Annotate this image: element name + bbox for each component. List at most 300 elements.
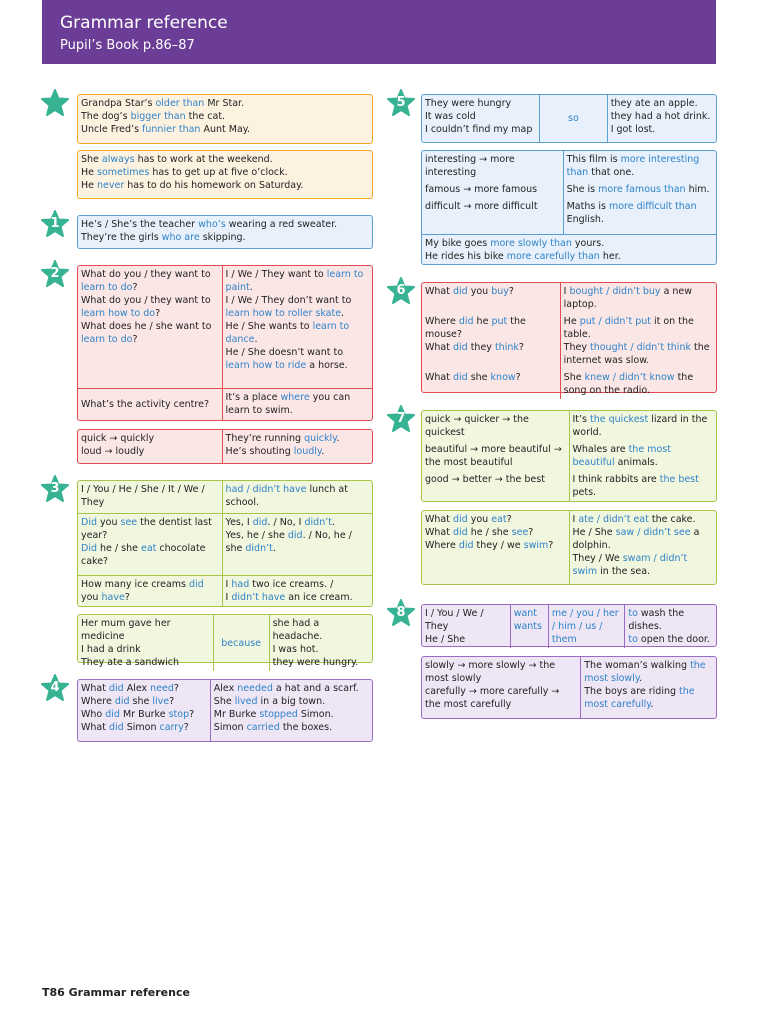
highlighted-text: see — [511, 527, 529, 538]
text: The boys are riding — [584, 686, 680, 697]
text: Simon — [123, 722, 160, 733]
star-icon — [41, 89, 69, 117]
text: She — [563, 372, 585, 383]
more-than-box — [421, 150, 717, 265]
highlighted-text: to — [628, 608, 638, 619]
highlighted-text: did — [189, 578, 204, 590]
text: they / we — [473, 540, 524, 551]
text: ? — [155, 308, 161, 319]
text-line — [567, 200, 713, 226]
highlighted-text: knew / didn’t know — [584, 372, 675, 383]
comp-example-3 — [563, 198, 716, 234]
text-line — [425, 443, 566, 469]
text: him. — [685, 184, 710, 195]
want-verbs-cell — [510, 605, 548, 648]
section-number: 8 — [396, 605, 406, 620]
text-line — [226, 578, 369, 591]
section-2-star-icon — [41, 260, 69, 288]
text: They / We — [572, 553, 623, 564]
text: . — [321, 446, 325, 457]
text: ? — [169, 696, 175, 707]
text: the cat. — [185, 111, 226, 122]
text: What do you / they want to — [81, 295, 211, 306]
text: in a big town. — [257, 696, 326, 707]
highlighted-text: who are — [161, 232, 200, 243]
text: Mr Star. — [204, 98, 245, 109]
text: . — [336, 433, 340, 444]
text: . — [254, 334, 258, 345]
subjects-cell — [78, 481, 222, 513]
text-line — [425, 371, 557, 384]
text: the dentist last year? — [81, 516, 212, 541]
text: The dog’s — [81, 111, 131, 122]
highlighted-text: thought / didn’t think — [589, 342, 691, 353]
text: she had a headache. — [272, 618, 323, 642]
text: carefully → more carefully → the most carefully — [425, 686, 560, 710]
text-line — [81, 578, 219, 604]
header-banner — [42, 0, 716, 64]
highlighted-text: didn’t have — [231, 591, 286, 603]
highlighted-text: think — [494, 342, 519, 353]
because-connector: because — [213, 615, 269, 671]
text: My bike goes — [425, 237, 491, 249]
section-6-star-icon — [387, 277, 415, 305]
text: they were hungry. — [272, 657, 359, 668]
superlatives-box — [421, 410, 717, 502]
text-line — [273, 643, 369, 656]
highlighted-text: the most slowly — [584, 660, 706, 684]
highlighted-text: loudly — [293, 446, 322, 457]
page-subtitle: Pupil’s Book p.86–87 — [60, 38, 195, 53]
text-line — [552, 607, 621, 646]
adverbs-frequency-box — [77, 150, 373, 199]
highlighted-text: saw / didn’t see — [615, 527, 691, 538]
buy-question-cell — [422, 283, 560, 313]
highlighted-text: lived — [234, 696, 258, 707]
text: he / she — [467, 527, 512, 538]
comp-example-2 — [563, 181, 716, 198]
text: I / We / They want to — [225, 269, 327, 280]
text-line — [573, 443, 714, 469]
text-line — [273, 617, 369, 643]
text: a dolphin. — [572, 527, 700, 551]
text-line — [584, 659, 713, 685]
highlighted-text: did — [452, 527, 468, 538]
text: she — [467, 372, 491, 383]
highlighted-text: the best — [659, 474, 699, 485]
text-line — [81, 721, 207, 734]
highlighted-text: did — [458, 316, 474, 327]
text-line — [226, 529, 369, 555]
highlighted-text: swam / didn’t swim — [572, 553, 688, 577]
text: in the sea. — [597, 566, 651, 577]
text: They’re running — [225, 433, 305, 444]
text: that one. — [588, 167, 635, 178]
text-line — [425, 285, 557, 298]
text-line — [425, 200, 560, 213]
highlighted-text: Did — [81, 516, 97, 528]
text: I — [572, 514, 579, 525]
text: I — [225, 591, 232, 603]
text: you — [97, 516, 121, 528]
text: He / She wants to — [225, 321, 313, 332]
text-line — [81, 268, 219, 294]
text-line — [81, 97, 369, 110]
where-answer-cell — [222, 388, 372, 420]
text-line — [81, 617, 210, 643]
highlighted-text: Did — [81, 542, 97, 554]
text: beautiful → more beautiful → the most beautiful — [425, 444, 562, 468]
highlighted-text: quickly — [304, 433, 337, 444]
past-simple-box — [77, 480, 373, 607]
text: Grandpa Star’s — [81, 98, 156, 109]
highlighted-text: didn’t — [245, 542, 273, 554]
page-footer: T86 Grammar reference — [42, 986, 190, 999]
buy-answer-cell — [560, 283, 716, 313]
text: loud → loudly — [81, 446, 145, 457]
highlighted-text: wants — [513, 621, 542, 632]
text: lizard in the world. — [572, 414, 708, 438]
text-line — [425, 659, 577, 685]
text-line — [81, 294, 219, 320]
text-line — [611, 110, 713, 123]
superlative-form-3 — [422, 471, 569, 501]
put-think-answers-cell — [560, 313, 716, 369]
text: This film is — [566, 154, 621, 165]
text-line — [425, 685, 577, 711]
text: What — [425, 372, 453, 383]
text: a hat and a scarf. — [272, 683, 359, 694]
text: Simon — [213, 722, 247, 733]
text: Her mum gave her medicine — [81, 618, 171, 642]
text: they ate an apple. — [610, 98, 698, 109]
text-line — [81, 542, 219, 568]
section-5-star-icon — [387, 89, 415, 117]
text: a horse. — [306, 360, 348, 371]
text-line — [564, 341, 713, 367]
past-negatives-box — [421, 510, 717, 585]
text: ? — [132, 334, 138, 345]
highlighted-text: swim — [523, 540, 549, 551]
highlighted-text: live — [152, 696, 170, 707]
text: ? — [515, 372, 521, 383]
text-line — [564, 371, 713, 397]
text-line — [226, 591, 369, 604]
highlighted-text: older than — [155, 98, 205, 109]
highlighted-text: did — [287, 529, 303, 541]
text: wearing a red sweater. — [225, 219, 338, 230]
text-line — [425, 237, 713, 250]
section-8-star-icon — [387, 599, 415, 627]
so-box — [421, 94, 717, 143]
text: the cake. — [648, 514, 696, 525]
past-questions-cell — [78, 680, 210, 741]
text: What do you / they want to — [81, 269, 211, 280]
frequency-cell — [78, 151, 372, 198]
text: It was cold — [425, 111, 476, 122]
text-line — [81, 153, 369, 166]
text-line — [564, 285, 713, 311]
text: yours. — [571, 237, 605, 249]
text-line — [611, 97, 713, 110]
text-line — [425, 526, 566, 539]
text: they had a hot drink. — [610, 111, 711, 122]
section-7-star-icon — [387, 405, 415, 433]
want-someone-box — [421, 604, 717, 647]
text-line — [425, 153, 560, 179]
so-results-cell — [607, 95, 716, 142]
text-line — [573, 513, 714, 526]
text: the boxes. — [279, 722, 333, 733]
text-line — [81, 708, 207, 721]
text-line — [81, 682, 207, 695]
text: What — [425, 514, 453, 525]
highlighted-text: more interesting than — [566, 154, 700, 178]
highlighted-text: did — [452, 372, 468, 383]
text: What — [425, 527, 453, 538]
text-line — [611, 123, 713, 136]
highlighted-text: had — [231, 578, 250, 590]
text: What — [425, 342, 453, 353]
text: you — [467, 514, 492, 525]
so-causes-cell — [422, 95, 540, 142]
highlighted-text: eat — [491, 514, 507, 525]
text-line — [226, 432, 369, 445]
superlative-adverbs-box — [421, 656, 717, 719]
superlative-example-1 — [569, 411, 716, 441]
section-number: 1 — [50, 216, 60, 231]
text: She — [213, 696, 235, 707]
text-line — [81, 320, 219, 346]
highlighted-text: the quickest — [590, 414, 649, 425]
text-line — [273, 656, 369, 669]
superlative-adverb-examples-cell — [581, 657, 716, 718]
text: Alex — [213, 683, 238, 694]
learn-to-box — [77, 265, 373, 421]
text: he / she — [97, 542, 141, 554]
text: I / You / He / She / It / We / They — [81, 484, 205, 508]
text: I / We / They don’t want to — [225, 295, 352, 306]
text: What does he / she want to — [81, 321, 212, 332]
text-line — [214, 721, 369, 734]
past-neg-questions-cell — [422, 511, 569, 584]
adverbs-box — [77, 429, 373, 464]
did-questions-cell — [78, 513, 222, 575]
highlighted-text: need — [150, 683, 174, 694]
text-line — [226, 346, 369, 372]
highlighted-text: did — [105, 709, 120, 720]
text: How many ice creams — [81, 578, 190, 590]
text: He / She — [572, 527, 616, 538]
want-subjects-cell — [422, 605, 510, 648]
text: ? — [183, 722, 189, 733]
text-line — [425, 473, 566, 486]
highlighted-text: did — [108, 683, 124, 694]
relative-cell — [78, 216, 372, 248]
text: good → better → the best — [425, 474, 545, 485]
text: difficult → more difficult — [425, 201, 538, 212]
text: They — [563, 342, 590, 353]
section-1-star-icon — [41, 210, 69, 238]
text-line — [573, 552, 714, 578]
highlighted-text: learn how to roller skate — [225, 308, 342, 319]
text-line — [425, 250, 713, 263]
highlighted-text: carried — [246, 722, 280, 733]
text: Alex — [123, 683, 151, 694]
text: lunch at school. — [225, 484, 348, 508]
text: I was hot. — [272, 644, 319, 655]
so-connector: so — [540, 95, 608, 142]
section-number: 3 — [50, 481, 60, 496]
text: ? — [518, 342, 524, 353]
highlighted-text: more difficult than — [608, 201, 697, 212]
text-line — [81, 695, 207, 708]
highlighted-text: learn to do — [81, 282, 133, 293]
text: it on the table. — [563, 316, 694, 340]
highlighted-text: did — [114, 696, 130, 707]
highlighted-text: did — [452, 286, 468, 297]
highlighted-text: the most beautiful — [572, 444, 671, 468]
text: wash the dishes. — [628, 608, 685, 632]
superlative-form-2 — [422, 441, 569, 471]
text: She is — [566, 184, 599, 195]
highlighted-text: eat — [140, 542, 157, 554]
text: Where — [425, 316, 459, 327]
text: She — [81, 154, 102, 165]
highlighted-text: carry — [159, 722, 184, 733]
text: English. — [566, 214, 604, 225]
text: It’s — [572, 414, 591, 425]
comp-form-3 — [422, 198, 563, 234]
text-line — [573, 413, 714, 439]
text: quick → quickly — [81, 433, 155, 444]
text-line — [425, 341, 557, 354]
text: He / She doesn’t want to — [225, 347, 344, 358]
text-line — [81, 398, 219, 411]
text: . — [639, 673, 643, 684]
text-line — [564, 315, 713, 341]
text: ? — [506, 514, 512, 525]
past-answers-cell — [210, 680, 372, 741]
highlighted-text: needed — [237, 683, 273, 694]
text: ? — [528, 527, 534, 538]
text: pets. — [572, 487, 597, 498]
text: He’s / She’s the teacher — [81, 219, 199, 230]
highlighted-text: had / didn’t have — [225, 484, 307, 495]
text: The woman’s walking — [584, 660, 691, 671]
superlative-form-1 — [422, 411, 569, 441]
text: He — [81, 180, 98, 191]
text: . — [341, 308, 345, 319]
highlighted-text: funnier than — [142, 124, 201, 135]
highlighted-text: to — [628, 634, 638, 645]
know-answer-cell — [560, 369, 716, 399]
text-line — [226, 483, 369, 509]
text: Aunt May. — [200, 124, 251, 135]
text-line — [226, 320, 369, 346]
text-line — [425, 413, 566, 439]
because-results-cell — [269, 615, 372, 671]
text: ? — [173, 683, 179, 694]
text: you — [467, 286, 492, 297]
text: skipping. — [199, 232, 246, 243]
text: a new laptop. — [563, 286, 693, 310]
highlighted-text: did — [108, 722, 124, 733]
text: Yes, I — [225, 516, 253, 528]
text-line — [628, 633, 713, 646]
text: I — [225, 578, 232, 590]
section-number: 5 — [396, 95, 406, 110]
text: What — [81, 683, 109, 694]
text-line — [81, 516, 219, 542]
text-line — [628, 607, 713, 633]
because-causes-cell — [78, 615, 213, 671]
had-cell — [222, 481, 372, 513]
text-line — [425, 110, 536, 123]
text: He — [81, 167, 98, 178]
text: ? — [548, 540, 554, 551]
text: they — [467, 342, 495, 353]
text: Uncle Fred’s — [81, 124, 143, 135]
comp-form-2 — [422, 181, 563, 198]
learn-questions-cell — [78, 266, 222, 388]
highlighted-text: learn to paint — [225, 269, 364, 293]
text-line — [584, 685, 713, 711]
text: Where — [425, 540, 459, 551]
text-line — [567, 183, 713, 196]
section-number: 7 — [396, 411, 406, 426]
text: They were hungry — [425, 98, 512, 109]
section-number: 2 — [50, 266, 60, 281]
highlighted-text: where — [280, 391, 310, 403]
text-line — [425, 183, 560, 196]
text: chocolate cake? — [81, 542, 206, 567]
text-line — [425, 513, 566, 526]
text: . — [331, 516, 335, 528]
highlighted-text: didn’t — [304, 516, 332, 528]
text-line — [425, 123, 536, 136]
text-line — [425, 539, 566, 552]
section-number: 6 — [396, 283, 406, 298]
text: he — [473, 316, 492, 327]
text: I couldn’t find my map — [425, 124, 533, 135]
text: you can learn to swim. — [225, 391, 351, 416]
text-line — [226, 516, 369, 529]
text: animals. — [614, 457, 658, 468]
section-star-label — [41, 89, 69, 117]
highlighted-text: stopped — [259, 709, 298, 720]
text: two ice creams. / — [249, 578, 334, 590]
section-4-star-icon — [41, 674, 69, 702]
text-line — [81, 643, 210, 656]
relative-clauses-box — [77, 215, 373, 249]
text: . — [272, 542, 276, 554]
comp-example-1 — [563, 151, 716, 181]
highlighted-text: bigger than — [130, 111, 186, 122]
text: He’s shouting — [225, 446, 294, 457]
past-neg-answers-cell — [569, 511, 716, 584]
comp-adverbs-cell — [422, 234, 716, 265]
highlighted-text: always — [101, 154, 135, 165]
text-line — [81, 483, 219, 509]
highlighted-text: who’s — [198, 219, 226, 230]
text-line — [81, 179, 369, 192]
past-questions-box — [77, 679, 373, 742]
text-line — [425, 315, 557, 341]
text: her. — [599, 250, 621, 262]
text-line — [214, 682, 369, 695]
text: I / You / We / They — [425, 608, 484, 632]
